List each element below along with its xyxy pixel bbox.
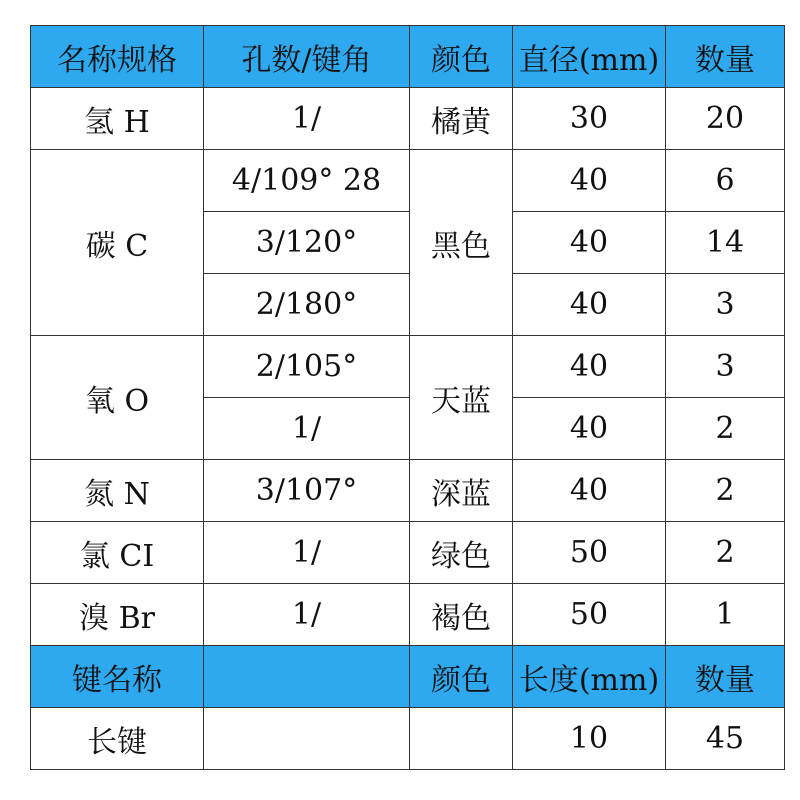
- header-empty: [204, 646, 410, 708]
- qty-cell: 3: [666, 336, 785, 398]
- diameter-cell: 40: [513, 212, 666, 274]
- table-row: [31, 522, 785, 584]
- bond-color-cell: [410, 708, 513, 770]
- header-bond-name: 键名称: [31, 646, 204, 708]
- qty-cell: 2: [666, 460, 785, 522]
- diameter-cell: 40: [513, 460, 666, 522]
- diameter-cell: 30: [513, 88, 666, 150]
- qty-cell: 6: [666, 150, 785, 212]
- qty-cell: 45: [666, 708, 785, 770]
- atom-name: 溴 Br: [31, 584, 204, 646]
- header-color: 颜色: [410, 26, 513, 88]
- table-row: [31, 150, 785, 212]
- header-length: 长度(mm): [513, 646, 666, 708]
- table-row: [31, 460, 785, 522]
- table-row: [31, 708, 785, 770]
- holes-cell: 2/105°: [204, 336, 410, 398]
- qty-cell: 20: [666, 88, 785, 150]
- qty-cell: 14: [666, 212, 785, 274]
- color-cell: 深蓝: [410, 460, 513, 522]
- holes-cell: 1/: [204, 584, 410, 646]
- diameter-cell: 40: [513, 150, 666, 212]
- color-cell: 黑色: [410, 150, 513, 336]
- qty-cell: 1: [666, 584, 785, 646]
- bond-name: 长键: [31, 708, 204, 770]
- color-cell: 天蓝: [410, 336, 513, 460]
- atom-name: 氮 N: [31, 460, 204, 522]
- holes-cell: 3/120°: [204, 212, 410, 274]
- bond-empty-cell: [204, 708, 410, 770]
- header-name: 名称规格: [31, 26, 204, 88]
- holes-cell: 1/: [204, 398, 410, 460]
- table-row: [31, 88, 785, 150]
- table-row: [31, 336, 785, 398]
- atom-name: 氢 H: [31, 88, 204, 150]
- header-row: [31, 26, 785, 88]
- diameter-cell: 40: [513, 398, 666, 460]
- spec-table: [30, 25, 785, 770]
- header-diameter: 直径(mm): [513, 26, 666, 88]
- diameter-cell: 40: [513, 274, 666, 336]
- holes-cell: 1/: [204, 88, 410, 150]
- length-cell: 10: [513, 708, 666, 770]
- atom-name: 氯 CI: [31, 522, 204, 584]
- header-qty: 数量: [666, 646, 785, 708]
- color-cell: 橘黄: [410, 88, 513, 150]
- qty-cell: 3: [666, 274, 785, 336]
- atom-name: 碳 C: [31, 150, 204, 336]
- diameter-cell: 50: [513, 522, 666, 584]
- color-cell: 褐色: [410, 584, 513, 646]
- holes-cell: 2/180°: [204, 274, 410, 336]
- holes-cell: 1/: [204, 522, 410, 584]
- diameter-cell: 50: [513, 584, 666, 646]
- diameter-cell: 40: [513, 336, 666, 398]
- header-color: 颜色: [410, 646, 513, 708]
- atom-name: 氧 O: [31, 336, 204, 460]
- color-cell: 绿色: [410, 522, 513, 584]
- table-row: [31, 584, 785, 646]
- holes-cell: 3/107°: [204, 460, 410, 522]
- bond-header-row: [31, 646, 785, 708]
- qty-cell: 2: [666, 398, 785, 460]
- qty-cell: 2: [666, 522, 785, 584]
- header-qty: 数量: [666, 26, 785, 88]
- header-holes: 孔数/键角: [204, 26, 410, 88]
- holes-cell: 4/109° 28: [204, 150, 410, 212]
